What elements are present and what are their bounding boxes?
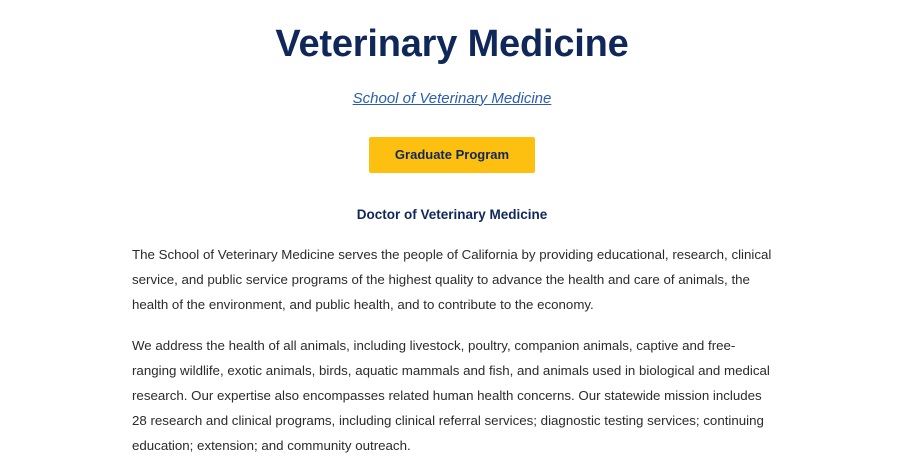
graduate-program-button[interactable]: Graduate Program — [369, 137, 535, 173]
school-of-veterinary-medicine-link[interactable]: School of Veterinary Medicine — [352, 89, 552, 107]
body-copy — [132, 222, 772, 458]
button-container — [0, 137, 904, 173]
subtitle-container — [0, 90, 904, 108]
paragraph-2: We address the health of all animals, including livestock, poultry, companion animals, captive and free-ranging wildlife, exotic animals, birds, aquatic mammals and fish, and animals used in biological and medical research. Our expertise also encompasses related human health concerns. Our statewide mission includes 28 research and clinical programs, including clinical referral services; diagnostic testing services; continuing education; extension; and community outreach. — [132, 337, 770, 453]
section-heading-dvm: Doctor of Veterinary Medicine — [356, 206, 548, 222]
paragraph-1: The School of Veterinary Medicine serves the people of California by providing educational, research, clinical service, and public service programs of the highest quality to advance the health and care of animals, the health of the environment, and public health, and to contribute to the economy. — [132, 246, 772, 312]
page-title: Veterinary Medicine — [275, 23, 629, 65]
